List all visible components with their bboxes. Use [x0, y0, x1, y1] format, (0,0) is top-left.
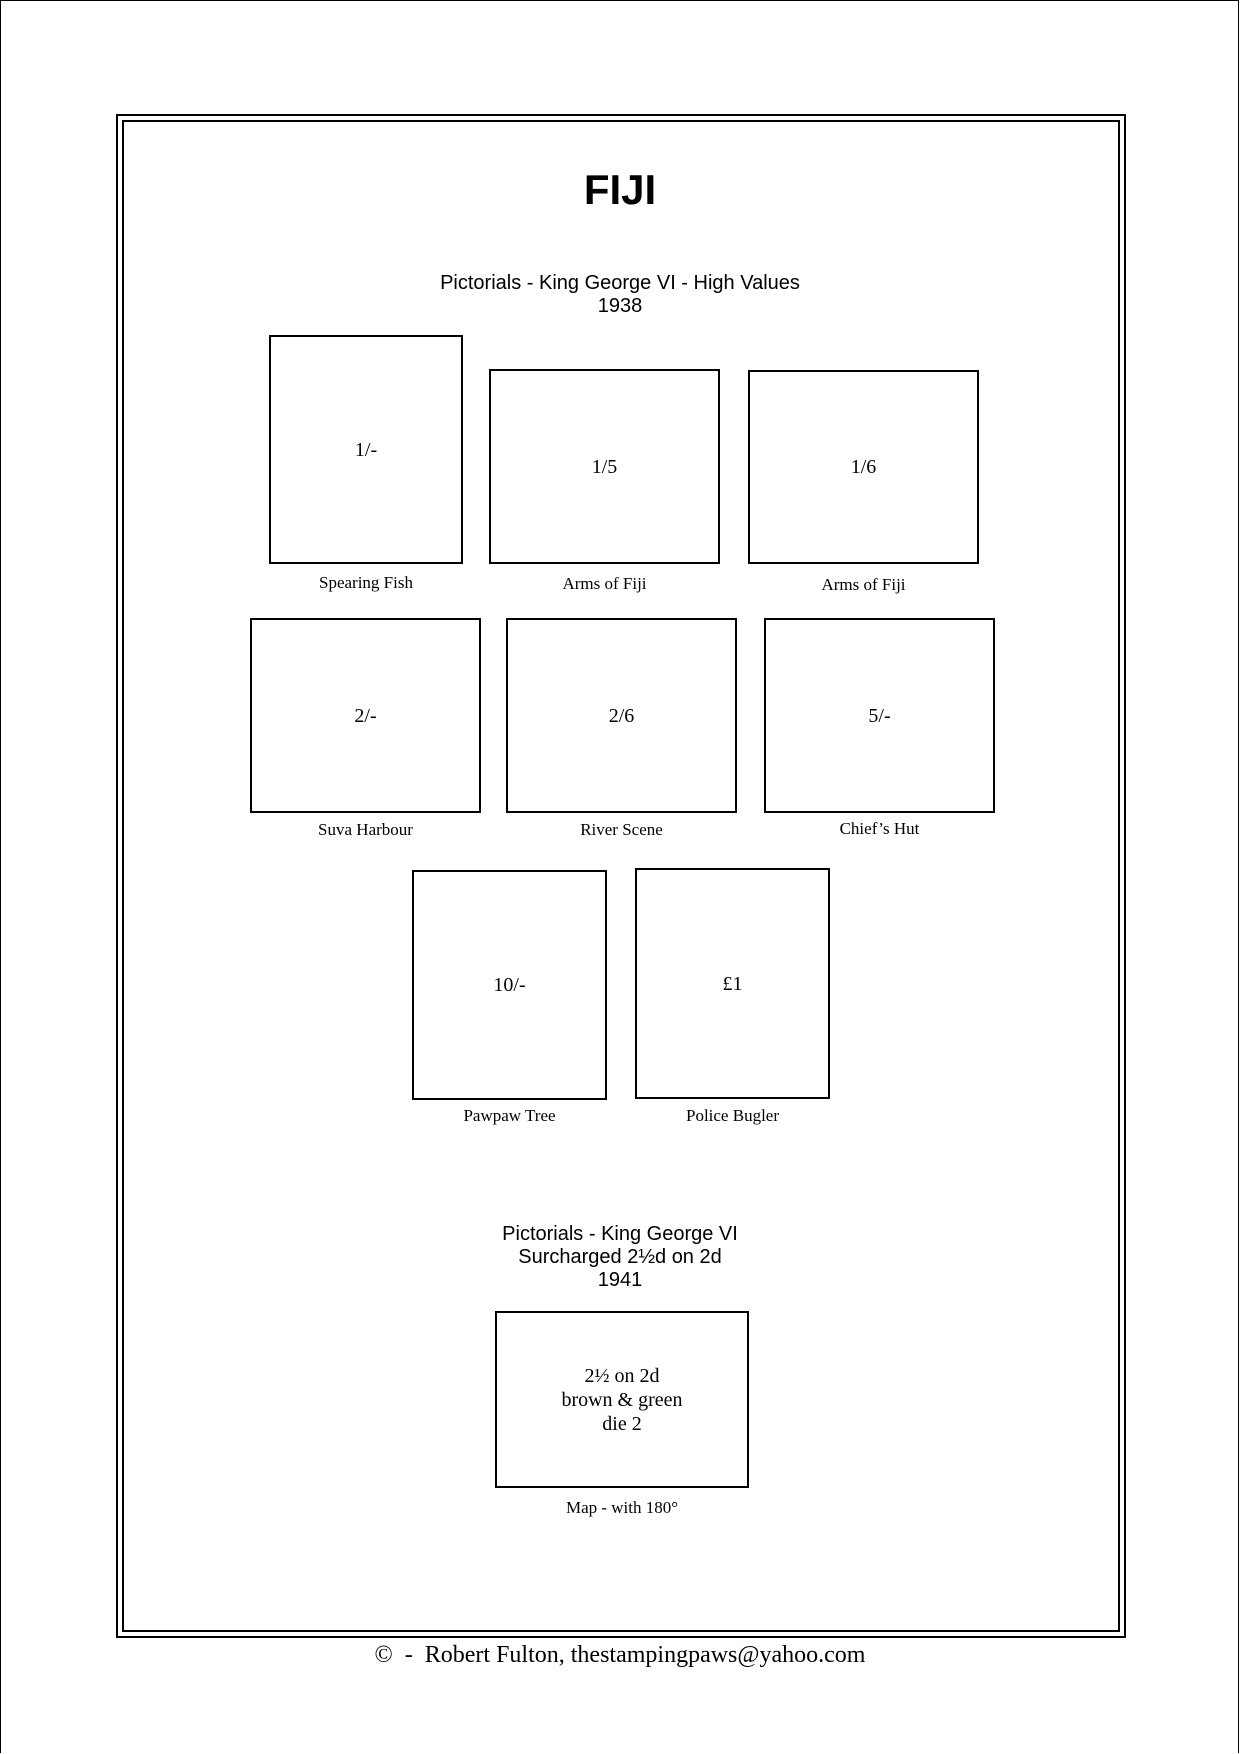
stamp-box: [748, 370, 979, 564]
stamp-box: [506, 618, 737, 813]
stamp-box: [269, 335, 463, 564]
heading-line: Pictorials - King George VI - High Values: [440, 272, 800, 294]
stamp-caption: Arms of Fiji: [821, 575, 906, 594]
stamp-caption: Spearing Fish: [319, 573, 413, 592]
heading-line: 1941: [597, 1269, 643, 1291]
stamp-value: £1: [722, 972, 743, 995]
stamp-value-line: brown & green: [561, 1388, 683, 1411]
stamp-value: 10/-: [493, 974, 526, 996]
heading-line: Surcharged 2½d on 2d: [518, 1246, 722, 1268]
section-heading-1938: [0, 272, 1240, 318]
stamp-value: 2/-: [354, 704, 377, 727]
stamp-caption: Police Bugler: [685, 1106, 779, 1125]
stamp-value: 5/-: [868, 704, 891, 727]
stamp-caption: River Scene: [580, 820, 663, 839]
stamp-box: [495, 1311, 749, 1488]
heading-line: 1938: [597, 295, 643, 317]
stamp-value: 1/6: [850, 456, 877, 478]
stamp-value-line: die 2: [602, 1412, 642, 1435]
stamp-box: [489, 369, 720, 564]
section-heading-1941: [0, 1223, 1240, 1292]
stamp-value: 1/5: [591, 455, 618, 478]
stamp-caption: Arms of Fiji: [562, 574, 647, 593]
stamp-value: 2/6: [608, 704, 635, 727]
stamp-box: [250, 618, 481, 813]
stamp-value-line: 2½ on 2d: [584, 1364, 660, 1387]
page-title: FIJI: [583, 166, 657, 213]
stamp-caption: Pawpaw Tree: [463, 1106, 556, 1125]
stamp-caption: Chief’s Hut: [839, 819, 920, 838]
stamp-box: [764, 618, 995, 813]
copyright-footer: © - Robert Fulton, thestampingpaws@yahoo.com: [374, 1642, 866, 1668]
stamp-box: [412, 870, 607, 1100]
stamp-box: [635, 868, 830, 1099]
stamp-value: 1/-: [354, 438, 378, 461]
stamp-caption: Suva Harbour: [318, 820, 413, 839]
heading-line: Pictorials - King George VI: [502, 1223, 738, 1245]
stamp-caption: Map - with 180°: [565, 1498, 679, 1517]
